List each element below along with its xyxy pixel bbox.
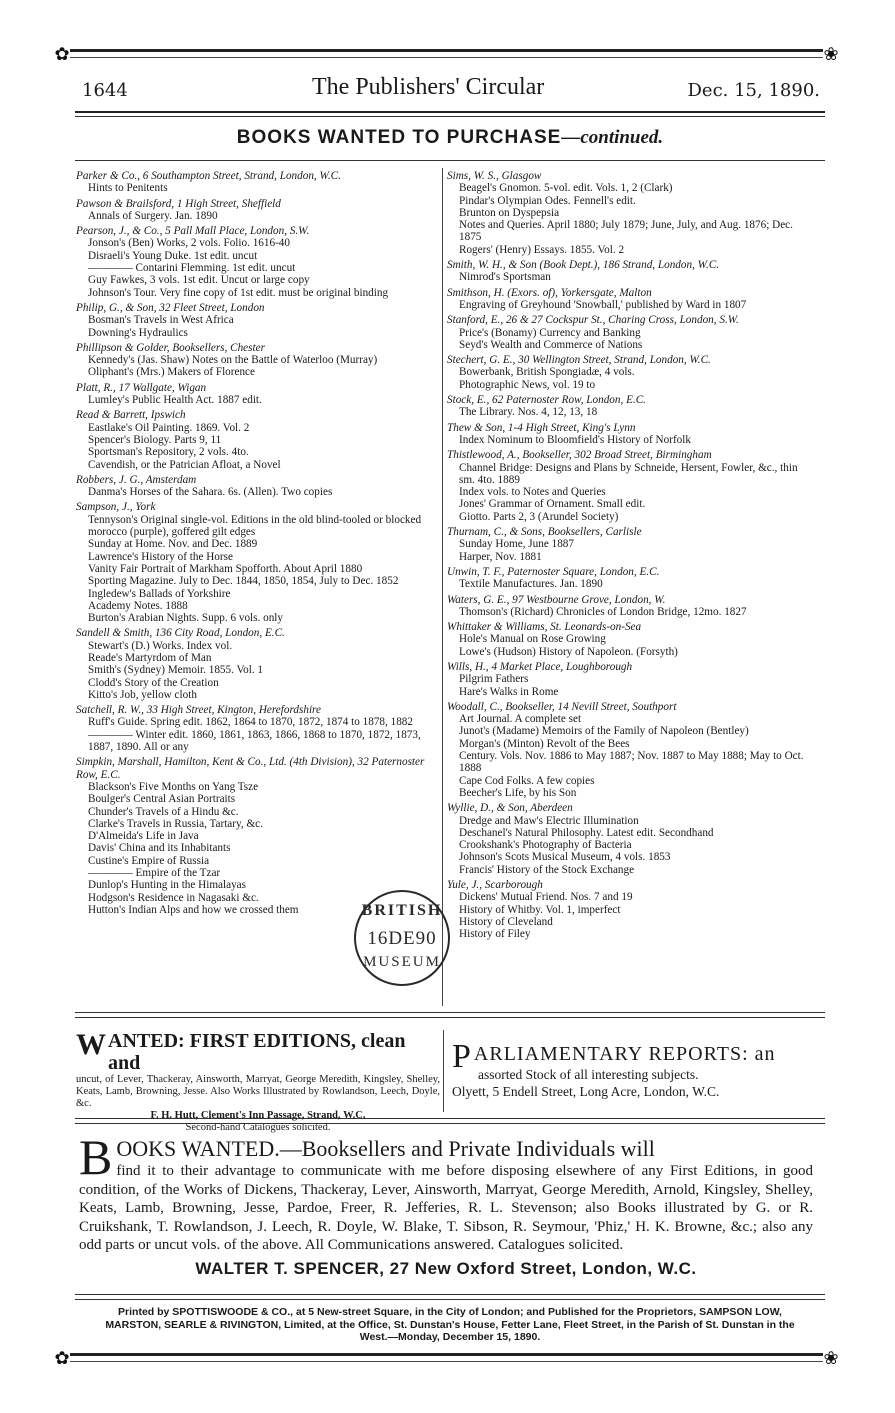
dealer-entry: [447, 594, 812, 619]
dealer-name: Philip, G., & Son, 32 Fleet Street, London: [76, 301, 265, 314]
wanted-item: ———— Contarini Flemming. 1st edit. uncut: [88, 262, 296, 275]
wanted-item: Clarke's Travels in Russia, Tartary, &c.: [88, 817, 263, 830]
dealer-entry: [447, 314, 812, 351]
dealer-name: Wyllie, D., & Son, Aberdeen: [447, 802, 573, 815]
wanted-item: Academy Notes. 1888: [88, 599, 188, 612]
stamp-date: 16DE90: [367, 928, 437, 949]
wanted-item: Engraving of Greyhound 'Snowball,' published by Ward in 1807: [459, 298, 747, 311]
wanted-item: Kennedy's (Jas. Shaw) Notes on the Battle of Waterloo (Murray): [88, 354, 378, 367]
dealer-entry: [76, 704, 440, 753]
dealer-name: Wills, H., 4 Market Place, Loughborough: [447, 660, 633, 673]
stamp-line-3: MUSEUM: [363, 954, 441, 970]
wanted-item: Pindar's Olympian Odes. Fennell's edit.: [459, 194, 636, 207]
dealer-name: Unwin, T. F., Paternoster Square, London, E.C.: [447, 565, 660, 578]
dealer-name: Smithson, H. (Exors. of), Yorkersgate, Malton: [447, 286, 652, 299]
wanted-item: History of Filey: [459, 928, 531, 941]
first-editions-heading-text: ANTED: FIRST EDITIONS, clean and: [108, 1030, 406, 1074]
ads-mid-rule-2: [75, 1123, 825, 1124]
section-continued: —continued.: [561, 127, 664, 148]
wanted-item: Junot's (Madame) Memoirs of the Family of Napoleon (Bentley): [459, 725, 749, 738]
wanted-item: Textile Manufactures. Jan. 1890: [459, 578, 603, 591]
dealer-entry: [447, 526, 812, 563]
wanted-item: Hare's Walks in Rome: [459, 685, 559, 698]
wanted-item: Custine's Empire of Russia: [88, 854, 210, 867]
museum-stamp: [354, 890, 450, 986]
books-wanted-signature: WALTER T. SPENCER, 27 New Oxford Street, London, W.C.: [195, 1258, 697, 1278]
wanted-item: Guy Fawkes, 3 vols. 1st edit. Uncut or large copy: [88, 274, 310, 287]
wanted-item: Disraeli's Young Duke. 1st edit. uncut: [88, 249, 258, 262]
left-column: [76, 170, 440, 919]
dealer-entry: [447, 170, 812, 256]
wanted-item: Beecher's Life, by his Son: [459, 786, 577, 799]
dealer-entry: [76, 501, 440, 624]
dealer-entry: [76, 198, 440, 223]
wanted-item: Johnson's Scots Musical Museum, 4 vols. 1853: [459, 851, 671, 864]
dealer-entry: [447, 287, 812, 312]
dealer-entry: [76, 225, 440, 299]
wanted-item: Cape Cod Folks. A few copies: [459, 774, 595, 787]
page-header: [82, 74, 822, 110]
first-editions-heading: [76, 1030, 440, 1074]
wanted-item: Harper, Nov. 1881: [459, 550, 542, 563]
wanted-item: Morgan's (Minton) Revolt of the Bees: [459, 737, 630, 750]
wanted-item: Giotto. Parts 2, 3 (Arundel Society): [459, 510, 619, 523]
dealer-entry: [447, 661, 812, 698]
heading-rule: [75, 160, 825, 161]
dealer-entry: [76, 170, 440, 195]
dealer-name: Stechert, G. E., 30 Wellington Street, Strand, London, W.C.: [447, 354, 711, 367]
wanted-item: Seyd's Wealth and Commerce of Nations: [459, 338, 643, 351]
wanted-item: Tennyson's Original single-vol. Editions in the old blind-tooled or blocked morocco (purple), goffered gilt edges: [88, 513, 422, 539]
imprint-rule-2: [75, 1299, 825, 1300]
wanted-item: Danma's Horses of the Sahara. 6s. (Allen). Two copies: [88, 486, 333, 499]
wanted-item: Davis' China and its Inhabitants: [88, 842, 231, 855]
dealer-name: Thistlewood, A., Bookseller, 302 Broad Street, Birmingham: [447, 449, 712, 462]
dealer-entry: [76, 382, 440, 407]
books-wanted-body: find it to their advantage to communicate with me before disposing elsewhere of any First Editions, in good condition, of the Works of Dickens, Thackeray, Lever, Ainsworth, Marryat, George Meredith, Arnold, Kingsley, Shelley, Keats, Lamb, Browning, Jesse, Pardoe, Freer, R. Jefferies, R. L. Stevenson; also Books illustrated by G. or R. Cruikshank, T. Rowlandson, J. Leech, R. Doyle, W. Blake, T. Sibson, R. Seymour, 'Phiz,' H. K. Browne, &c.; also any odd parts or uncut vols. of the above. All Communications answered. Catalogues solicited.: [79, 1163, 813, 1253]
wanted-item: Photographic News, vol. 19 to: [459, 378, 596, 391]
wanted-item: Boulger's Central Asian Portraits: [88, 793, 236, 806]
dealer-name: Thew & Son, 1-4 High Street, King's Lynn: [447, 421, 636, 434]
dealer-name: Stock, E., 62 Paternoster Row, London, E.C.: [447, 394, 646, 407]
right-column: [447, 170, 812, 944]
dealer-entry: [447, 621, 812, 658]
dealer-entry: [447, 449, 812, 523]
issue-date: Dec. 15, 1890.: [687, 80, 820, 101]
wanted-item: Oliphant's (Mrs.) Makers of Florence: [88, 366, 255, 379]
wanted-item: Smith's (Sydney) Memoir. 1855. Vol. 1: [88, 664, 264, 677]
wanted-item: Nimrod's Sportsman: [459, 271, 551, 284]
wanted-item: Notes and Queries. April 1880; July 1879; June, July, and Aug. 1876; Dec. 1875: [459, 219, 793, 244]
wanted-item: ———— Winter edit. 1860, 1861, 1863, 1866, 1868 to 1870, 1872, 1873, 1887, 1890. All or any: [88, 728, 421, 754]
column-divider: [442, 168, 443, 1006]
dealer-entry: [76, 302, 440, 339]
dealer-entry: [447, 701, 812, 799]
dealer-name: Waters, G. E., 97 Westbourne Grove, London, W.: [447, 593, 666, 606]
dealer-entry: [447, 422, 812, 447]
books-wanted-ad: [79, 1129, 813, 1279]
wanted-item: Art Journal. A complete set: [459, 713, 582, 726]
wanted-item: Chunder's Travels of a Hindu &c.: [88, 805, 239, 818]
imprint-rule: [75, 1294, 825, 1295]
first-editions-body: uncut, of Lever, Thackeray, Ainsworth, Marryat, George Meredith, Kingsley, Shelley, Keats, Lamb, Browning, Jesse. Also Works Illustrated by Rowlandson, Leech, Doyle, &c.: [76, 1074, 440, 1109]
dealer-entry: [76, 474, 440, 499]
wanted-item: Deschanel's Natural Philosophy. Latest edit. Secondhand: [459, 826, 714, 839]
wanted-item: History of Cleveland: [459, 915, 553, 928]
dealer-name: Sampson, J., York: [76, 501, 156, 514]
wanted-item: Jones' Grammar of Ornament. Small edit.: [459, 498, 646, 511]
dealer-entry: [447, 394, 812, 419]
page-number: 1644: [82, 80, 128, 101]
wanted-item: Ingledew's Ballads of Yorkshire: [88, 587, 231, 600]
dealer-name: Parker & Co., 6 Southampton Street, Strand, London, W.C.: [76, 170, 341, 182]
wanted-item: Reade's Martyrdom of Man: [88, 651, 212, 664]
wanted-item: Sportsman's Repository, 2 vols. 4to.: [88, 446, 249, 459]
books-wanted-heading-text: OOKS WANTED.—Booksellers and Private Individuals will: [116, 1136, 655, 1161]
parliamentary-ad: [452, 1038, 814, 1100]
printer-imprint: Printed by SPOTTISWOODE & CO., at 5 New-street Square, in the City of London; and Published for the Proprietors, SAMPSON LOW, MARSTON, SEARLE & RIVINGTON, Limited, at the Office, St. Dunstan's House, Fetter Lane, Fleet Street, in the Parish of St. Dunstan in the West.—Monday, December 15, 1890.: [105, 1306, 795, 1343]
wanted-item: Beagel's Gnomon. 5-vol. edit. Vols. 1, 2 (Clark): [459, 182, 673, 195]
parliamentary-address: Olyett, 5 Endell Street, Long Acre, London, W.C.: [452, 1084, 720, 1099]
first-editions-address: F. H. Hutt, Clement's Inn Passage, Strand, W.C.: [150, 1110, 366, 1121]
dealer-name: Read & Barrett, Ipswich: [76, 409, 186, 422]
publication-title: The Publishers' Circular: [312, 74, 545, 100]
dealer-name: Pawson & Brailsford, 1 High Street, Sheffield: [76, 197, 281, 210]
wanted-item: Rogers' (Henry) Essays. 1855. Vol. 2: [459, 243, 625, 256]
wanted-item: Blackson's Five Months on Yang Tsze: [88, 780, 259, 793]
dealer-name: Platt, R., 17 Wallgate, Wigan: [76, 381, 207, 394]
wanted-item: Thomson's (Richard) Chronicles of London Bridge, 12mo. 1827: [459, 605, 747, 618]
wanted-item: Dickens' Mutual Friend. Nos. 7 and 19: [459, 891, 633, 904]
dealer-name: Sims, W. S., Glasgow: [447, 170, 542, 182]
parliamentary-initial: P: [452, 1038, 472, 1075]
dealer-name: Satchell, R. W., 33 High Street, Kington, Herefordshire: [76, 704, 321, 717]
dealer-name: Whittaker & Williams, St. Leonards-on-Sea: [447, 621, 642, 634]
dealer-entry: [447, 879, 812, 940]
wanted-item: Annals of Surgery. Jan. 1890: [88, 209, 218, 222]
wanted-item: Lowe's (Hudson) History of Napoleon. (Forsyth): [459, 645, 678, 658]
dealer-entry: [76, 409, 440, 470]
wanted-item: Lawrence's History of the Horse: [88, 550, 233, 563]
dealer-name: Stanford, E., 26 & 27 Cockspur St., Charing Cross, London, S.W.: [447, 314, 739, 327]
wanted-item: Dredge and Maw's Electric Illumination: [459, 814, 639, 827]
wanted-item: Stewart's (D.) Works. Index vol.: [88, 639, 233, 652]
dealer-entry: [447, 354, 812, 391]
wanted-item: Price's (Bonamy) Currency and Banking: [459, 326, 641, 339]
wanted-item: Hints to Penitents: [88, 182, 168, 195]
dealer-name: Phillipson & Golder, Booksellers, Chester: [76, 341, 265, 354]
wanted-item: ———— Empire of the Tzar: [88, 867, 221, 880]
wanted-item: Jonson's (Ben) Works, 2 vols. Folio. 1616-40: [88, 237, 290, 250]
wanted-item: Brunton on Dyspepsia: [459, 206, 560, 219]
wanted-item: Burton's Arabian Nights. Supp. 6 vols. only: [88, 612, 284, 625]
bottom-ornamental-rule: [54, 1348, 839, 1370]
wanted-item: Sunday at Home. Nov. and Dec. 1889: [88, 538, 258, 551]
dealer-entry: [447, 566, 812, 591]
wanted-item: D'Almeida's Life in Java: [88, 830, 199, 843]
wanted-item: Ruff's Guide. Spring edit. 1862, 1864 to 1870, 1872, 1874 to 1878, 1882: [88, 716, 413, 729]
wanted-item: Dunlop's Hunting in the Himalayas: [88, 879, 247, 892]
wanted-item: Lumley's Public Health Act. 1887 edit.: [88, 394, 262, 407]
dealer-entry: [447, 802, 812, 876]
dealer-name: Smith, W. H., & Son (Book Dept.), 186 Strand, London, W.C.: [447, 259, 720, 272]
dealer-name: Pearson, J., & Co., 5 Pall Mall Place, London, S.W.: [76, 225, 310, 238]
wanted-item: Kitto's Job, yellow cloth: [88, 688, 197, 701]
parliamentary-heading-text: ARLIAMENTARY REPORTS: an: [473, 1043, 776, 1065]
wanted-item: Johnson's Tour. Very fine copy of 1st edit. must be original binding: [88, 286, 389, 299]
wanted-item: Bosman's Travels in West Africa: [88, 314, 234, 327]
wanted-item: History of Whitby. Vol. 1, imperfect: [459, 903, 621, 916]
wanted-item: Crookshank's Photography of Bacteria: [459, 839, 632, 852]
top-ornamental-rule: [54, 44, 839, 66]
wanted-item: Vanity Fair Portrait of Markham Spofforth. About April 1880: [88, 562, 363, 575]
wanted-item: Clodd's Story of the Creation: [88, 676, 219, 689]
books-wanted-heading: [79, 1129, 813, 1185]
right-ornament-icon: ❀: [823, 44, 839, 65]
first-editions-initial: W: [76, 1028, 106, 1061]
dealer-name: Woodall, C., Bookseller, 14 Nevill Street, Southport: [447, 700, 677, 713]
wanted-item: Century. Vols. Nov. 1886 to May 1887; Nov. 1887 to May 1888; May to Oct. 1888: [459, 750, 804, 775]
dealer-entry: [76, 627, 440, 701]
wanted-item: Index Nominum to Bloomfield's History of Norfolk: [459, 433, 691, 446]
wanted-item: Hole's Manual on Rose Growing: [459, 633, 606, 646]
header-rule-thin: [75, 116, 825, 117]
wanted-item: Spencer's Biology. Parts 9, 11: [88, 433, 222, 446]
dealer-name: Robbers, J. G., Amsterdam: [76, 473, 197, 486]
wanted-item: Hutton's Indian Alps and how we crossed them: [88, 903, 299, 916]
dealer-entry: [76, 342, 440, 379]
dealer-entry: [447, 259, 812, 284]
bottom-right-ornament-icon: ❀: [823, 1348, 839, 1369]
wanted-item: Sunday Home, June 1887: [459, 538, 574, 551]
wanted-item: Bowerbank, British Spongiadæ, 4 vols.: [459, 366, 635, 379]
ads-mid-rule: [75, 1118, 825, 1119]
dealer-name: Yule, J., Scarborough: [447, 879, 543, 892]
header-rule: [75, 111, 825, 113]
dealer-name: Thurnam, C., & Sons, Booksellers, Carlisle: [447, 526, 642, 539]
ads-top-rule-2: [75, 1017, 825, 1018]
stamp-line-1: BRITISH: [361, 902, 443, 919]
bottom-left-ornament-icon: ✿: [54, 1348, 70, 1369]
wanted-item: Francis' History of the Stock Exchange: [459, 863, 635, 876]
section-heading: [75, 127, 825, 149]
wanted-item: The Library. Nos. 4, 12, 13, 18: [459, 406, 598, 419]
dealer-name: Sandell & Smith, 136 City Road, London, E.C.: [76, 627, 285, 640]
wanted-item: Pilgrim Fathers: [459, 673, 529, 686]
dealer-name: Simpkin, Marshall, Hamilton, Kent & Co., Ltd. (4th Division), 32 Paternoster Row, E.C.: [76, 756, 425, 781]
ads-divider: [443, 1030, 444, 1112]
books-wanted-initial: B: [79, 1129, 113, 1185]
wanted-item: Downing's Hydraulics: [88, 326, 188, 339]
ads-top-rule: [75, 1012, 825, 1013]
wanted-item: Cavendish, or the Patrician Afloat, a Novel: [88, 458, 281, 471]
first-editions-note: Second-hand Catalogues solicited.: [185, 1122, 331, 1133]
wanted-item: Sporting Magazine. July to Dec. 1844, 1850, 1854, July to Dec. 1852: [88, 575, 399, 588]
section-heading-text: BOOKS WANTED TO PURCHASE: [236, 127, 562, 148]
wanted-item: Channel Bridge: Designs and Plans by Schneide, Hersent, Fowler, &c., thin sm. 4to. 1889: [459, 461, 798, 486]
parliamentary-body: assorted Stock of all interesting subjects.: [478, 1067, 699, 1082]
wanted-item: Index vols. to Notes and Queries: [459, 486, 606, 499]
wanted-item: Eastlake's Oil Painting. 1869. Vol. 2: [88, 421, 250, 434]
left-ornament-icon: ✿: [54, 44, 70, 65]
wanted-item: Hodgson's Residence in Nagasaki &c.: [88, 891, 259, 904]
